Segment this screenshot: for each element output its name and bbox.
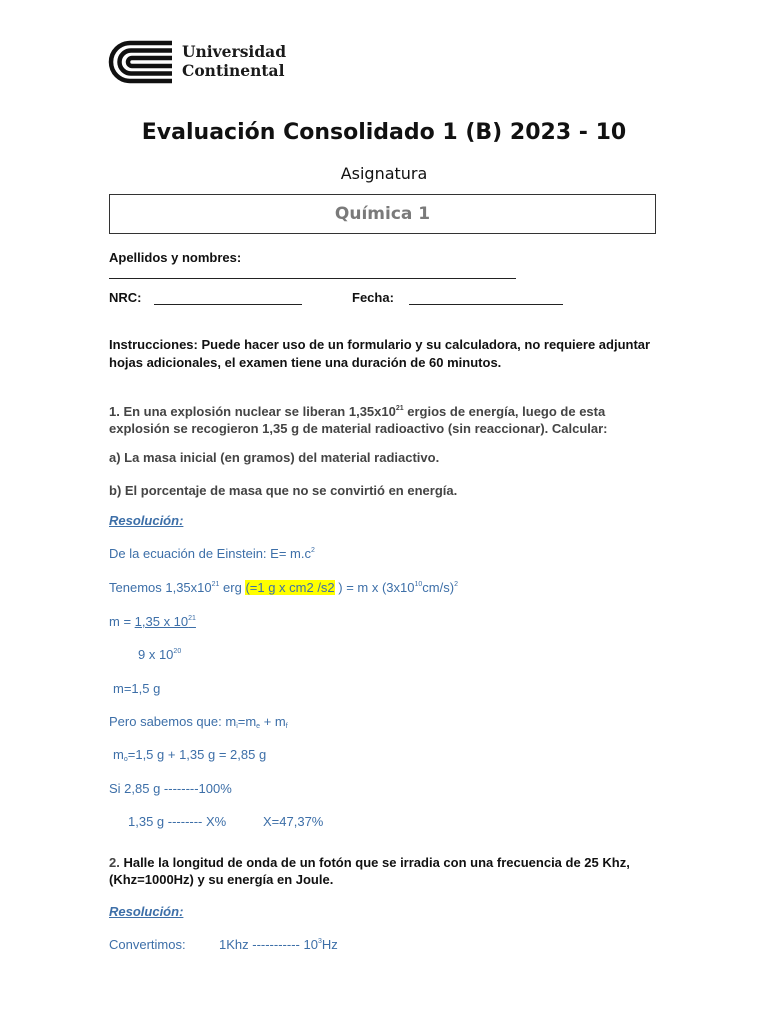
solution-1-equation-b: erg: [219, 580, 246, 595]
date-label: Fecha:: [352, 290, 394, 305]
solution-1-percentage-result: X=47,37%: [263, 814, 324, 829]
solution-2-conversion-sup: 3: [317, 938, 322, 945]
solution-1-initial-mass-text: =1,5 g + 1,35 g = 2,85 g: [127, 747, 267, 762]
question-1: [109, 400, 661, 437]
solution-1-denominator-sup: 20: [173, 648, 182, 655]
solution-1-numerator-text: 1,35 x 10: [134, 614, 189, 629]
question-2: [109, 854, 661, 888]
solution-1-denominator: [138, 647, 181, 662]
nrc-blank-line[interactable]: [154, 290, 302, 305]
solution-2-convert-label: Convertimos:: [109, 937, 186, 952]
solution-2-conversion: [219, 937, 338, 952]
question-1-part-a: a) La masa inicial (en gramos) del material radiactivo.: [109, 450, 440, 465]
nrc-label: NRC:: [109, 290, 142, 305]
university-logo-icon: [108, 40, 174, 86]
solution-2-conversion-unit: Hz: [321, 937, 338, 952]
solution-1-initial-mass-m: m: [113, 747, 124, 762]
solution-1-equation: [109, 580, 458, 595]
solution-1-relation-sub3: f: [285, 723, 288, 730]
subject-label: Asignatura: [340, 164, 428, 183]
university-logo: [108, 40, 287, 91]
subject-box: Química 1: [109, 194, 656, 234]
university-line2: Continental: [182, 61, 285, 80]
question-1-exponent: 21: [395, 405, 404, 412]
university-line1: Universidad: [182, 42, 287, 61]
solution-1-equation-c: ) = m x (3x10: [334, 580, 415, 595]
solution-1-relation-sub1: i: [236, 723, 238, 730]
instructions: Instrucciones: Puede hacer uso de un formulario y su calculadora, no requiere adjuntar hojas adicionales, el examen tiene una duración de 60 minutos.: [109, 337, 651, 370]
university-name: [182, 42, 286, 80]
exam-title: Evaluación Consolidado 1 (B) 2023 - 10: [141, 120, 627, 145]
resolution-label-2: Resolución:: [109, 904, 184, 919]
solution-1-initial-mass-sub: o: [123, 756, 128, 763]
names-label: Apellidos y nombres:: [109, 250, 242, 265]
solution-1-einstein: [109, 546, 315, 561]
solution-1-proportion-1: Si 2,85 g --------100%: [109, 781, 232, 796]
solution-1-mass-prefix: m =: [109, 614, 135, 629]
solution-1-denominator-text: 9 x 10: [138, 647, 174, 662]
solution-1-relation-c: + m: [260, 714, 286, 729]
solution-1-einstein-sup: 2: [310, 547, 315, 554]
solution-1-equation-d: cm/s): [422, 580, 455, 595]
solution-1-initial-mass: [113, 747, 266, 763]
solution-1-numerator-sup: 21: [188, 615, 196, 622]
solution-1-proportion-2: 1,35 g -------- X%: [128, 814, 227, 829]
solution-1-mass-relation: [109, 714, 288, 730]
solution-1-equation-a: Tenemos 1,35x10: [109, 580, 212, 595]
solution-1-equation-sup2: 10: [414, 581, 423, 588]
solution-1-mass-fraction: [109, 614, 196, 629]
solution-1-relation-sub2: e: [256, 723, 261, 730]
question-1-part-b: b) El porcentaje de masa que no se convirtió en energía.: [109, 483, 458, 498]
question-1-text-a: 1. En una explosión nuclear se liberan 1,35x10: [109, 404, 396, 419]
solution-2-conversion-text: 1Khz ----------- 10: [219, 937, 318, 952]
question-2-text: Halle la longitud de onda de un fotón que se irradia con una frecuencia de 25 Khz, (Khz=1000Hz) y su energía en Joule.: [109, 855, 630, 887]
date-blank-line[interactable]: [409, 290, 563, 305]
solution-1-relation-b: =m: [237, 714, 257, 729]
solution-1-equation-sup3: 2: [454, 581, 458, 588]
resolution-label-1: Resolución:: [109, 513, 184, 528]
solution-1-numerator: [135, 614, 196, 629]
question-2-number: 2.: [109, 855, 120, 870]
names-blank-line[interactable]: [109, 264, 516, 279]
solution-1-mass-result: m=1,5 g: [113, 681, 161, 696]
solution-1-equation-sup1: 21: [211, 581, 220, 588]
solution-1-einstein-text: De la ecuación de Einstein: E= m.c: [109, 546, 311, 561]
solution-1-relation-a: Pero sabemos que: m: [109, 714, 237, 729]
question-1-text-b: ergios de energía, luego de esta explosión se recogieron 1,35 g de material radioactivo (sin reaccionar). Calcular:: [109, 404, 608, 436]
solution-1-highlight: (=1 g x cm2 /s2: [245, 580, 335, 595]
